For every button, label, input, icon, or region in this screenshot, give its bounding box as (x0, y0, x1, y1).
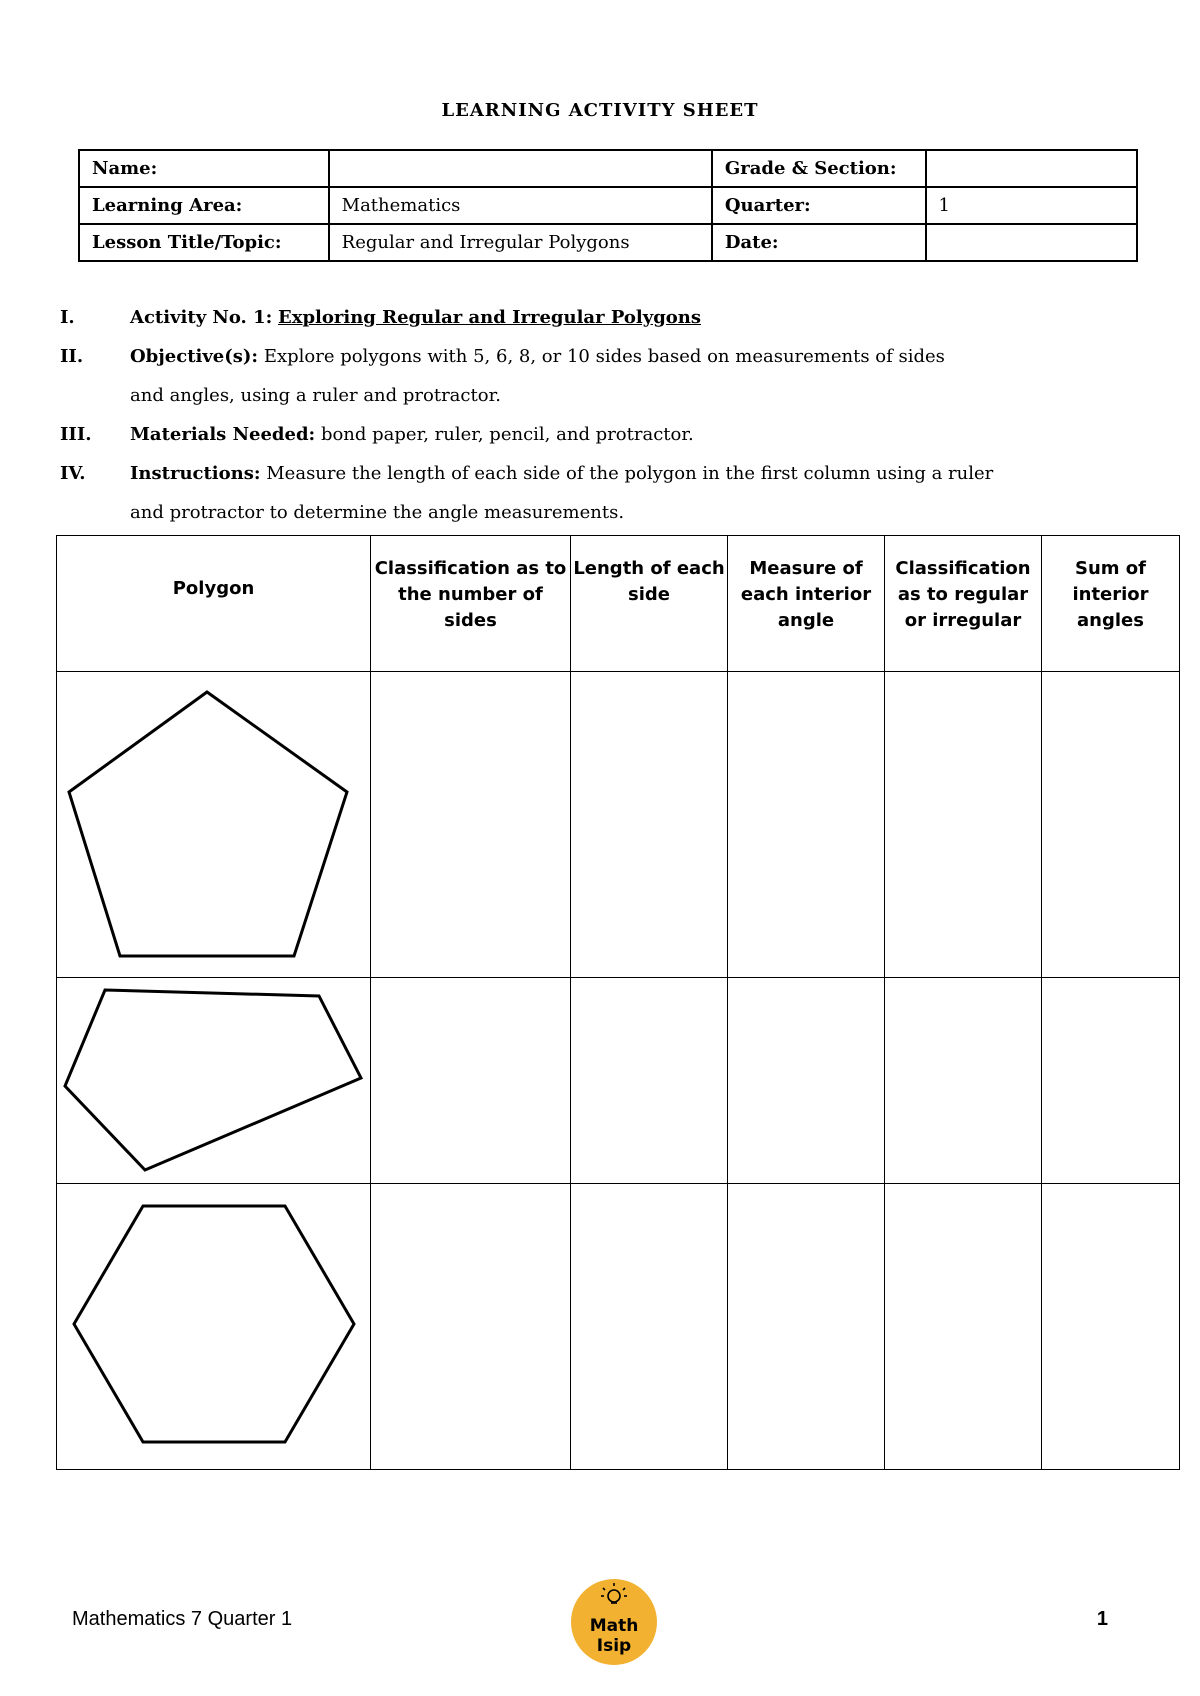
section-instructions (60, 454, 1150, 532)
name-field[interactable] (329, 150, 712, 187)
section-text: Measure the length of each side of the polygon in the first column using a ruler (266, 463, 994, 484)
answer-cell[interactable] (728, 672, 885, 978)
grade-section-field[interactable] (926, 150, 1137, 187)
grade-section-label: Grade & Section: (712, 150, 926, 187)
polygon-cell (57, 672, 371, 978)
table-row (57, 978, 1180, 1184)
polygon-cell (57, 978, 371, 1184)
answer-cell[interactable] (571, 1184, 728, 1470)
footer-course: Mathematics 7 Quarter 1 (72, 1608, 293, 1630)
section-number: II. (60, 346, 84, 367)
answer-cell[interactable] (728, 1184, 885, 1470)
polygon-table (56, 535, 1180, 1470)
header-classification-regular: Classification as to regular or irregular (885, 536, 1042, 672)
section-activity (60, 298, 1150, 337)
answer-cell[interactable] (371, 1184, 571, 1470)
logo-text-line2: Isip (596, 1636, 632, 1656)
lesson-title-label: Lesson Title/Topic: (79, 224, 329, 261)
section-label: Objective(s): (130, 346, 259, 367)
header-length-side: Length of each side (571, 536, 728, 672)
table-row (57, 1184, 1180, 1470)
answer-cell[interactable] (885, 672, 1042, 978)
answer-cell[interactable] (1042, 672, 1180, 978)
regular-pentagon-shape (57, 672, 371, 977)
section-text: Explore polygons with 5, 6, 8, or 10 sides based on measurements of sides (263, 346, 945, 367)
page-title: LEARNING ACTIVITY SHEET (441, 100, 759, 121)
answer-cell[interactable] (1042, 978, 1180, 1184)
info-row-name (79, 150, 1137, 187)
header-polygon: Polygon (57, 536, 371, 672)
section-number: IV. (60, 463, 86, 484)
section-objectives (60, 337, 1150, 415)
answer-cell[interactable] (371, 978, 571, 1184)
answer-cell[interactable] (728, 978, 885, 1184)
answer-cell[interactable] (885, 1184, 1042, 1470)
header-row (57, 536, 1180, 672)
answer-cell[interactable] (571, 978, 728, 1184)
info-table (78, 149, 1138, 262)
logo-text-line1: Math (589, 1616, 639, 1636)
name-label: Name: (79, 150, 329, 187)
header-interior-angle: Measure of each interior angle (728, 536, 885, 672)
header-classification-sides: Classification as to the number of sides (371, 536, 571, 672)
regular-hexagon-shape (57, 1184, 371, 1469)
polygon-cell (57, 1184, 371, 1470)
header-sum-angles: Sum of interior angles (1042, 536, 1180, 672)
answer-cell[interactable] (885, 978, 1042, 1184)
section-label: Activity No. 1: (130, 307, 273, 328)
section-text-cont: and protractor to determine the angle measurements. (130, 502, 625, 523)
quarter-label: Quarter: (712, 187, 926, 224)
section-text-cont: and angles, using a ruler and protractor. (130, 385, 501, 406)
info-row-area (79, 187, 1137, 224)
instruction-sections (60, 298, 1150, 532)
date-label: Date: (712, 224, 926, 261)
activity-title: Exploring Regular and Irregular Polygons (278, 307, 702, 328)
answer-cell[interactable] (571, 672, 728, 978)
learning-area-value: Mathematics (329, 187, 712, 224)
section-materials (60, 415, 1150, 454)
answer-cell[interactable] (1042, 1184, 1180, 1470)
date-field[interactable] (926, 224, 1137, 261)
table-row (57, 672, 1180, 978)
section-label: Instructions: (130, 463, 261, 484)
section-text: bond paper, ruler, pencil, and protractor. (320, 424, 694, 445)
page-number: 1 (1096, 1608, 1108, 1630)
answer-cell[interactable] (371, 672, 571, 978)
info-row-lesson (79, 224, 1137, 261)
learning-area-label: Learning Area: (79, 187, 329, 224)
lesson-title-value: Regular and Irregular Polygons (329, 224, 712, 261)
section-number: III. (60, 424, 92, 445)
section-label: Materials Needed: (130, 424, 316, 445)
quarter-value: 1 (926, 187, 1137, 224)
irregular-pentagon-shape (57, 978, 371, 1183)
math-isip-logo (570, 1578, 658, 1666)
section-number: I. (60, 307, 75, 328)
